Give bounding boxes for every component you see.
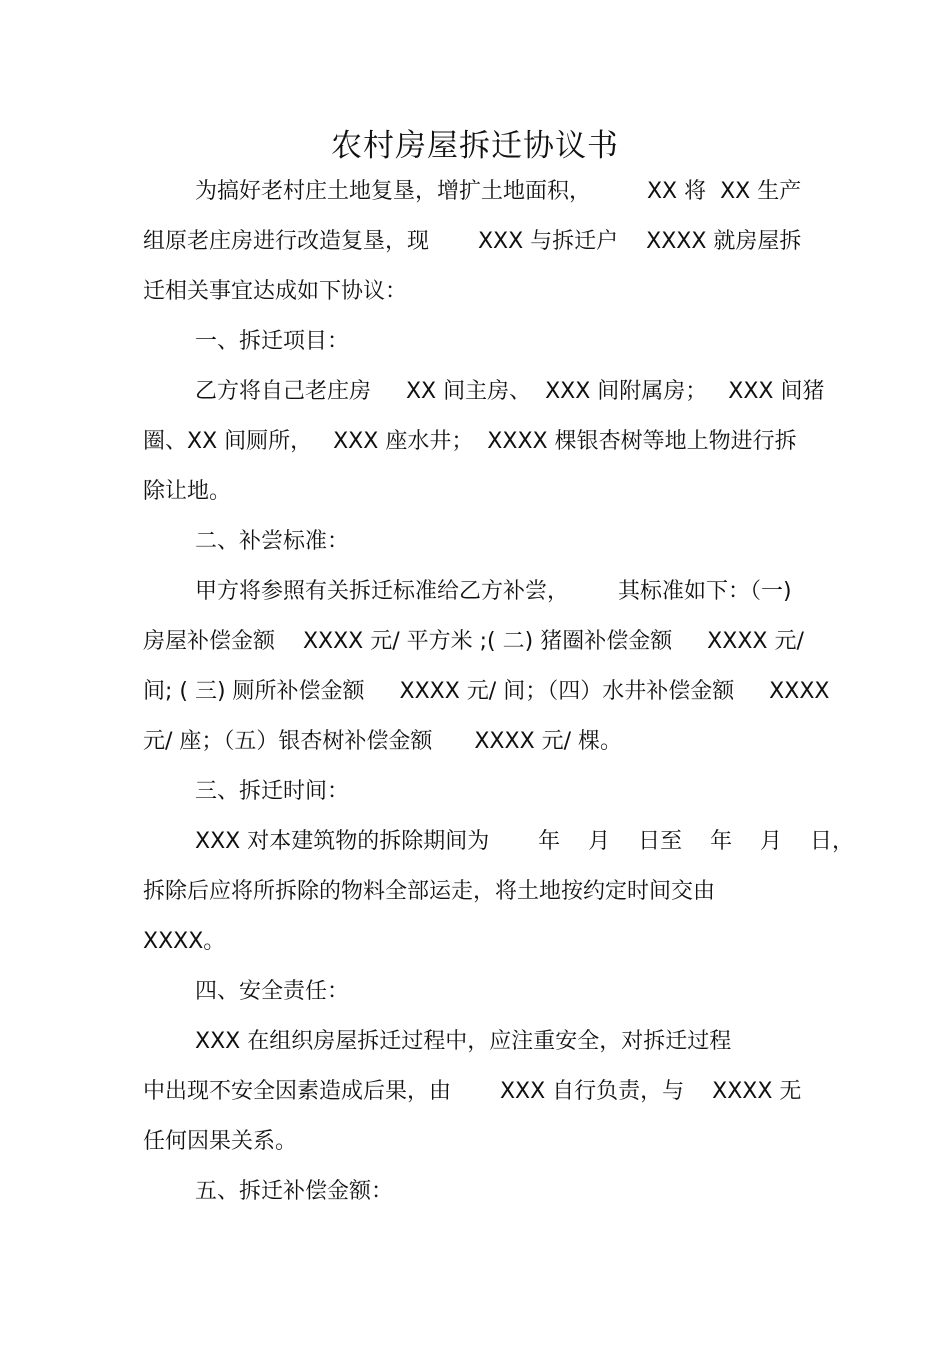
text-line: 为搞好老村庄土地复垦，增扩土地面积， XX 将 XX 生产 xyxy=(195,179,802,204)
text-line: 四、安全责任： xyxy=(195,979,350,1004)
text-line: XXX 对本建筑物的拆除期间为 年 月 日至 年 月 日， xyxy=(195,829,855,854)
text-line: 二、补尝标准： xyxy=(195,529,350,554)
text-line: 三、拆迁时间： xyxy=(195,779,350,804)
text-line: 乙方将自己老庄房 XX 间主房、 XXX 间附属房； XXX 间猪 xyxy=(195,379,825,404)
text-line: 圈、XX 间厕所， XXX 座水井； XXXX 棵银杏树等地上物进行拆 xyxy=(143,429,797,454)
text-line: 五、拆迁补偿金额： xyxy=(195,1179,394,1204)
text-line: XXXX。 xyxy=(143,929,226,954)
text-line: 拆除后应将所拆除的物料全部运走，将土地按约定时间交由 xyxy=(143,879,716,904)
text-line: 甲方将参照有关拆迁标准给乙方补尝， 其标准如下：（一) xyxy=(195,579,792,604)
text-line: 间; ( 三) 厕所补偿金额 XXXX 元/ 间；（四）水井补偿金额 XXXX xyxy=(143,679,830,704)
text-line: 迁相关事宜达成如下协议： xyxy=(143,279,408,304)
text-line: 房屋补偿金额 XXXX 元/ 平方米 ;( 二) 猪圈补偿金额 XXXX 元/ xyxy=(143,629,804,654)
text-line: 中出现不安全因素造成后果，由 XXX 自行负责，与 XXXX 无 xyxy=(143,1079,802,1104)
text-line: 任何因果关系。 xyxy=(143,1129,298,1154)
document-title: 农村房屋拆迁协议书 xyxy=(331,128,619,164)
text-line: 一、拆迁项目： xyxy=(195,329,350,354)
text-line: 组原老庄房进行改造复垦，现 XXX 与拆迁户 XXXX 就房屋拆 xyxy=(143,229,802,254)
text-line: 元/ 座；（五）银杏树补偿金额 XXXX 元/ 棵。 xyxy=(143,729,623,754)
text-line: 除让地。 xyxy=(143,479,232,504)
text-line: XXX 在组织房屋拆迁过程中，应注重安全，对拆迁过程 xyxy=(195,1029,732,1054)
